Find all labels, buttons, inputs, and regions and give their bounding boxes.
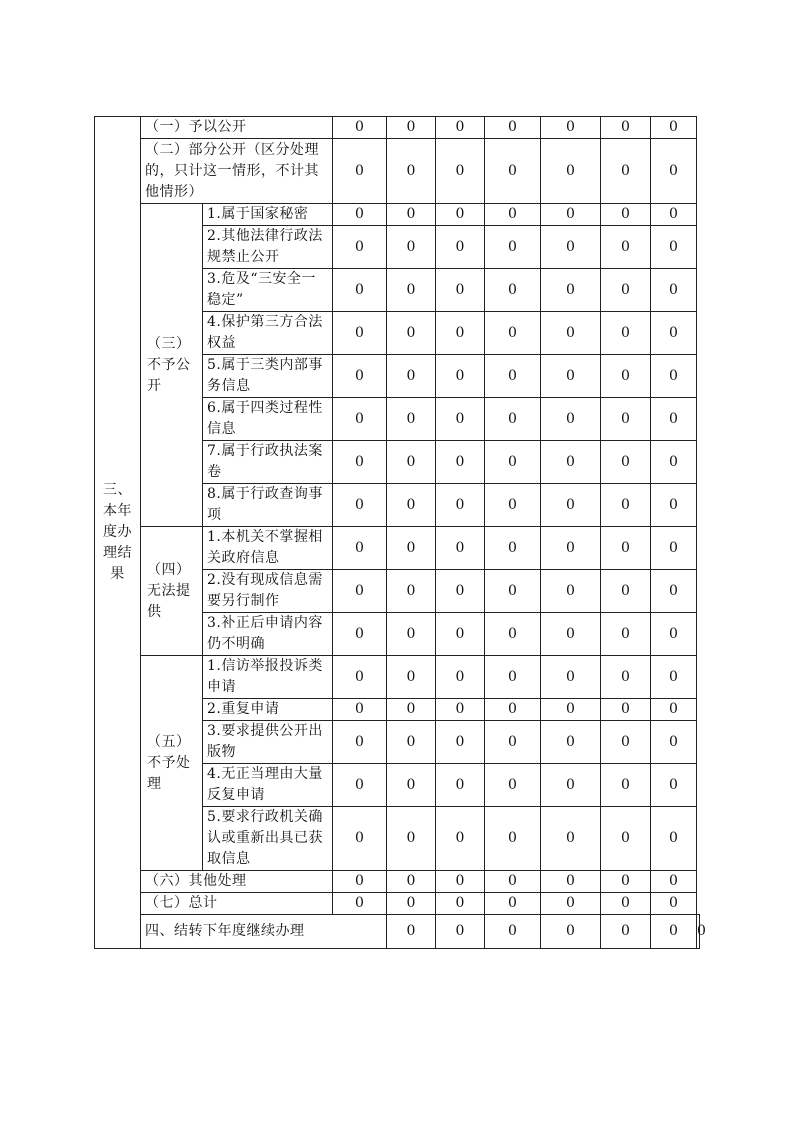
cell: 0 (387, 764, 436, 807)
cell: 0 (387, 269, 436, 312)
cell: 0 (651, 117, 697, 139)
cell: 0 (387, 871, 436, 893)
row-label: 4.保护第三方合法权益 (203, 312, 333, 355)
cell: 0 (485, 204, 541, 226)
cell: 0 (541, 807, 601, 871)
cell: 0 (333, 441, 387, 484)
cell: 0 (601, 807, 651, 871)
cell: 0 (387, 721, 436, 764)
cell: 0 (601, 117, 651, 139)
cell: 0 (601, 721, 651, 764)
cell: 0 (651, 269, 697, 312)
cell: 0 (485, 117, 541, 139)
cell: 0 (651, 527, 697, 570)
cell: 0 (436, 312, 485, 355)
cell: 0 (333, 656, 387, 699)
table-row (95, 204, 700, 226)
cell: 0 (485, 312, 541, 355)
row-label: 3.要求提供公开出版物 (203, 721, 333, 764)
cell: 0 (387, 527, 436, 570)
cell: 0 (436, 204, 485, 226)
cell: 0 (333, 871, 387, 893)
cell: 0 (436, 915, 485, 949)
cell: 0 (485, 613, 541, 656)
cell: 0 (333, 699, 387, 721)
cell: 0 (541, 398, 601, 441)
row-label: （一）予以公开 (141, 117, 333, 139)
row-label: 8.属于行政查询事项 (203, 484, 333, 527)
cell: 0 (387, 226, 436, 269)
cell: 0 (601, 915, 651, 949)
cell: 0 (601, 893, 651, 915)
cell: 0 (436, 226, 485, 269)
cell: 0 (485, 656, 541, 699)
cell: 0 (387, 441, 436, 484)
cell: 0 (541, 915, 601, 949)
cell: 0 (387, 204, 436, 226)
cell: 0 (541, 613, 601, 656)
cell: 0 (541, 226, 601, 269)
cell: 0 (436, 699, 485, 721)
cell: 0 (436, 656, 485, 699)
cell: 0 (485, 269, 541, 312)
cell: 0 (436, 764, 485, 807)
cell: 0 (387, 139, 436, 204)
cell: 0 (333, 355, 387, 398)
row-label: 2.没有现成信息需要另行制作 (203, 570, 333, 613)
cell: 0 (485, 441, 541, 484)
cell: 0 (387, 312, 436, 355)
cell: 0 (697, 915, 700, 949)
row-label: 4.无正当理由大量反复申请 (203, 764, 333, 807)
row-label: 3.危及“三安全一稳定” (203, 269, 333, 312)
row-label: 2.其他法律行政法规禁止公开 (203, 226, 333, 269)
cell: 0 (436, 441, 485, 484)
table-row (95, 915, 700, 949)
group-4-label: （四）无法提供 (141, 527, 203, 656)
cell: 0 (485, 915, 541, 949)
table-row (95, 139, 700, 204)
cell: 0 (601, 570, 651, 613)
cell: 0 (601, 226, 651, 269)
section-3-header: 三、本年度办理结果 (95, 117, 141, 949)
row-label: （七）总计 (141, 893, 333, 915)
cell: 0 (651, 355, 697, 398)
cell: 0 (651, 893, 697, 915)
cell: 0 (601, 764, 651, 807)
cell: 0 (541, 269, 601, 312)
cell: 0 (541, 139, 601, 204)
cell: 0 (485, 893, 541, 915)
cell: 0 (541, 893, 601, 915)
cell: 0 (333, 312, 387, 355)
cell: 0 (541, 764, 601, 807)
cell: 0 (601, 355, 651, 398)
cell: 0 (387, 355, 436, 398)
cell: 0 (333, 893, 387, 915)
cell: 0 (333, 764, 387, 807)
cell: 0 (485, 871, 541, 893)
cell: 0 (541, 656, 601, 699)
group-5-label: （五）不予处理 (141, 656, 203, 871)
cell: 0 (436, 613, 485, 656)
cell: 0 (601, 204, 651, 226)
cell: 0 (651, 699, 697, 721)
cell: 0 (387, 484, 436, 527)
row-label: 1.信访举报投诉类申请 (203, 656, 333, 699)
cell: 0 (601, 656, 651, 699)
cell: 0 (601, 699, 651, 721)
row-label: 2.重复申请 (203, 699, 333, 721)
cell: 0 (333, 117, 387, 139)
table-row (95, 893, 700, 915)
cell: 0 (651, 139, 697, 204)
cell: 0 (333, 484, 387, 527)
cell: 0 (485, 139, 541, 204)
cell: 0 (387, 699, 436, 721)
cell: 0 (333, 139, 387, 204)
row-label: 7.属于行政执法案卷 (203, 441, 333, 484)
cell: 0 (485, 570, 541, 613)
cell: 0 (651, 613, 697, 656)
cell: 0 (651, 441, 697, 484)
table-row (95, 117, 700, 139)
cell: 0 (541, 484, 601, 527)
cell: 0 (436, 893, 485, 915)
table-row (95, 871, 700, 893)
statistics-table (94, 116, 706, 949)
cell: 0 (601, 484, 651, 527)
cell: 0 (601, 312, 651, 355)
group-3-label: （三）不予公开 (141, 204, 203, 527)
cell: 0 (651, 570, 697, 613)
cell: 0 (601, 441, 651, 484)
cell: 0 (651, 226, 697, 269)
cell: 0 (541, 355, 601, 398)
cell: 0 (601, 871, 651, 893)
cell: 0 (651, 656, 697, 699)
cell: 0 (651, 312, 697, 355)
row-label: 1.属于国家秘密 (203, 204, 333, 226)
cell: 0 (541, 204, 601, 226)
table-row (95, 527, 700, 570)
cell: 0 (651, 398, 697, 441)
cell: 0 (387, 398, 436, 441)
cell: 0 (387, 893, 436, 915)
row-label: （二）部分公开（区分处理的，只计这一情形，不计其他情形） (141, 139, 333, 204)
cell: 0 (651, 484, 697, 527)
cell: 0 (436, 398, 485, 441)
cell: 0 (541, 441, 601, 484)
row-label: 1.本机关不掌握相关政府信息 (203, 527, 333, 570)
cell: 0 (651, 871, 697, 893)
cell: 0 (601, 139, 651, 204)
cell: 0 (651, 807, 697, 871)
cell: 0 (541, 721, 601, 764)
cell: 0 (485, 699, 541, 721)
cell: 0 (387, 656, 436, 699)
cell: 0 (541, 527, 601, 570)
cell: 0 (601, 527, 651, 570)
cell: 0 (436, 355, 485, 398)
cell: 0 (436, 117, 485, 139)
cell: 0 (541, 699, 601, 721)
cell: 0 (436, 807, 485, 871)
cell: 0 (436, 269, 485, 312)
cell: 0 (436, 570, 485, 613)
cell: 0 (333, 721, 387, 764)
cell: 0 (485, 807, 541, 871)
cell: 0 (485, 484, 541, 527)
row-label: （六）其他处理 (141, 871, 333, 893)
cell: 0 (541, 117, 601, 139)
cell: 0 (387, 807, 436, 871)
cell: 0 (485, 355, 541, 398)
cell: 0 (333, 613, 387, 656)
cell: 0 (387, 117, 436, 139)
row-label: 5.属于三类内部事务信息 (203, 355, 333, 398)
cell: 0 (436, 527, 485, 570)
cell: 0 (333, 570, 387, 613)
row-label: 5.要求行政机关确认或重新出具已获取信息 (203, 807, 333, 871)
cell: 0 (485, 764, 541, 807)
row-label: 3.补正后申请内容仍不明确 (203, 613, 333, 656)
cell: 0 (436, 139, 485, 204)
cell: 0 (387, 613, 436, 656)
section-4-header: 四、结转下年度继续办理 (141, 915, 387, 949)
cell: 0 (333, 527, 387, 570)
cell: 0 (601, 269, 651, 312)
cell: 0 (387, 915, 436, 949)
row-label: 6.属于四类过程性信息 (203, 398, 333, 441)
table-row (95, 656, 700, 699)
cell: 0 (485, 527, 541, 570)
cell: 0 (541, 570, 601, 613)
cell: 0 (485, 226, 541, 269)
cell: 0 (485, 721, 541, 764)
cell: 0 (436, 721, 485, 764)
cell: 0 (651, 764, 697, 807)
cell: 0 (333, 269, 387, 312)
cell: 0 (651, 721, 697, 764)
cell: 0 (333, 204, 387, 226)
cell: 0 (601, 398, 651, 441)
cell: 0 (333, 398, 387, 441)
cell: 0 (387, 570, 436, 613)
cell: 0 (333, 807, 387, 871)
cell: 0 (651, 915, 697, 949)
cell: 0 (651, 204, 697, 226)
cell: 0 (541, 871, 601, 893)
cell: 0 (541, 312, 601, 355)
cell: 0 (333, 226, 387, 269)
cell: 0 (485, 398, 541, 441)
cell: 0 (436, 484, 485, 527)
cell: 0 (601, 613, 651, 656)
cell: 0 (436, 871, 485, 893)
